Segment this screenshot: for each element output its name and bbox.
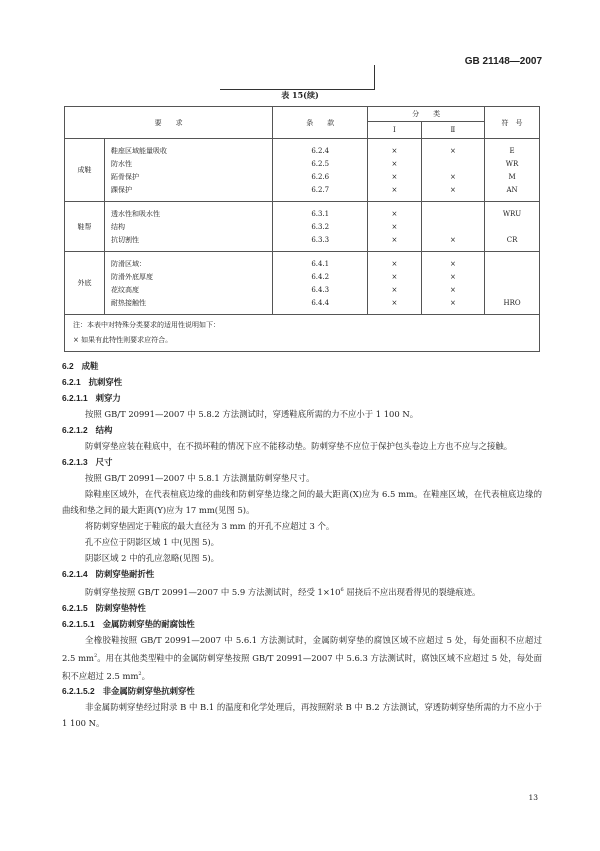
section-6-2-1-3-heading: 6.2.1.3 尺寸 (62, 457, 113, 467)
crop-mark-vertical (374, 65, 375, 89)
clause-cell: 6.3.3 (273, 233, 368, 246)
class-1-cell: × (368, 233, 422, 246)
class-1-cell: × (368, 207, 422, 220)
class-2-cell: × (421, 233, 484, 246)
table-row (65, 157, 540, 170)
table-row (65, 183, 540, 196)
clause-cell: 6.2.5 (273, 157, 368, 170)
clause-cell: 6.3.2 (273, 220, 368, 233)
requirements-table (64, 106, 540, 352)
class-1-cell: × (368, 257, 422, 270)
table-row (65, 220, 540, 233)
page-number: 13 (528, 793, 538, 802)
class-2-cell (421, 207, 484, 220)
class-2-cell (421, 157, 484, 170)
note-line-1: 注：本表中对特殊分类要求的适用性说明如下： (73, 321, 220, 329)
category-cell: 外底 (65, 252, 105, 315)
requirement-cell: 踝保护 (104, 183, 272, 196)
table-row (65, 233, 540, 246)
requirement-cell: 跖骨保护 (104, 170, 272, 183)
table-row (65, 283, 540, 296)
requirement-cell: 抗切割性 (104, 233, 272, 246)
section-6-2-1-5-1-heading: 6.2.1.5.1 金属防刺穿垫的耐腐蚀性 (62, 618, 195, 629)
symbol-cell: E (485, 144, 540, 157)
class-1-cell: × (368, 170, 422, 183)
header-requirement: 要 求 (65, 107, 273, 139)
class-2-cell: × (421, 283, 484, 296)
symbol-cell: WR (485, 157, 540, 170)
section-6-2-heading: 6.2 成鞋 (62, 361, 99, 371)
table-row (65, 296, 540, 309)
section-6-2-1-1-text: 按照 GB/T 20991—2007 中 5.8.2 方法测试时，穿透鞋底所需的力不应小于 1 100 N。 (85, 409, 419, 419)
class-1-cell: × (368, 270, 422, 283)
symbol-cell (485, 283, 540, 296)
requirement-cell: 防水性 (104, 157, 272, 170)
symbol-cell (485, 270, 540, 283)
section-6-2-1-5-2-text: 非金属防刺穿垫经过附录 B 中 B.1 的温度和化学处理后，再按照附录 B 中 B.2 方法测试，穿透防刺穿垫所需的力不应小于 1 100 N。 (62, 702, 542, 729)
table-row (65, 257, 540, 270)
class-2-cell: × (421, 296, 484, 309)
section-6-2-1-3-para-1: 按照 GB/T 20991—2007 中 5.8.1 方法测量防刺穿垫尺寸。 (85, 473, 315, 483)
symbol-cell: AN (485, 183, 540, 196)
class-2-cell: × (421, 170, 484, 183)
section-6-2-1-2-heading: 6.2.1.2 结构 (62, 425, 113, 435)
class-1-cell: × (368, 144, 422, 157)
class-2-cell: × (421, 257, 484, 270)
header-clause: 条 款 (273, 107, 368, 139)
clause-cell: 6.4.1 (273, 257, 368, 270)
class-2-cell: × (421, 183, 484, 196)
clause-cell: 6.2.6 (273, 170, 368, 183)
class-1-cell: × (368, 283, 422, 296)
section-6-2-1-3-para-3: 将防刺穿垫固定于鞋底的最大直径为 3 mm 的开孔不应超过 3 个。 (85, 521, 335, 531)
symbol-cell (485, 257, 540, 270)
table-header-row (65, 107, 540, 122)
requirement-cell: 鞋座区域能量吸收 (104, 144, 272, 157)
clause-cell: 6.3.1 (273, 207, 368, 220)
section-6-2-1-4-heading: 6.2.1.4 防刺穿垫耐折性 (62, 569, 155, 579)
table-row (65, 207, 540, 220)
requirement-cell: 防滑区域： (104, 257, 272, 270)
table-caption: 表 15(续) (281, 90, 319, 100)
requirement-cell: 结构 (104, 220, 272, 233)
class-2-cell (421, 220, 484, 233)
clause-cell: 6.2.4 (273, 144, 368, 157)
clause-cell: 6.4.4 (273, 296, 368, 309)
clause-cell: 6.2.7 (273, 183, 368, 196)
symbol-cell: WRU (485, 207, 540, 220)
section-6-2-1-4-text: 防刺穿垫按照 GB/T 20991—2007 中 5.9 方法测试时，经受 $1\times 10^6$ 屈挠后不应出现看得见的裂缝痕迹。 (85, 586, 481, 597)
class-1-cell: × (368, 157, 422, 170)
class-2-cell: × (421, 144, 484, 157)
category-cell: 鞋帮 (65, 202, 105, 252)
header-class-1: Ⅰ (368, 122, 422, 139)
section-6-2-1-3-para-4: 孔不应位于阴影区域 1 中(见图 5)。 (85, 537, 220, 547)
requirement-cell: 透水性和吸水性 (104, 207, 272, 220)
requirement-cell: 花纹高度 (104, 283, 272, 296)
symbol-cell: M (485, 170, 540, 183)
header-symbol: 符 号 (485, 107, 540, 139)
class-1-cell: × (368, 220, 422, 233)
body-content (62, 358, 542, 731)
symbol-cell (485, 220, 540, 233)
section-6-2-1-heading: 6.2.1 抗刺穿性 (62, 377, 123, 387)
table-note-row (65, 315, 540, 352)
header-class: 分 类 (368, 107, 485, 122)
section-6-2-1-3-para-2: 除鞋座区域外，在代表楦底边缘的曲线和防刺穿垫边缘之间的最大距离(X)应为 6.5 mm。在鞋座区域，在代表楦底边缘的曲线和垫之间的最大距离(Y)应为 17 mm(见图 5)。 (62, 489, 542, 515)
symbol-cell: HRO (485, 296, 540, 309)
section-6-2-1-5-heading: 6.2.1.5 防刺穿垫特性 (62, 602, 146, 613)
clause-cell: 6.4.2 (273, 270, 368, 283)
section-6-2-1-5-2-heading: 6.2.1.5.2 非金属防刺穿垫抗刺穿性 (62, 686, 195, 697)
section-6-2-1-3-para-5: 阴影区域 2 中的孔应忽略(见图 5)。 (85, 553, 220, 563)
requirement-cell: 耐热接触性 (104, 296, 272, 309)
class-2-cell: × (421, 270, 484, 283)
table-row (65, 144, 540, 157)
section-6-2-1-1-heading: 6.2.1.1 刺穿力 (62, 393, 121, 403)
table-row (65, 170, 540, 183)
note-line-2: × 如果有此特性则要求应符合。 (73, 336, 173, 344)
header-class-2: Ⅱ (421, 122, 484, 139)
symbol-cell: CR (485, 233, 540, 246)
section-6-2-1-2-text: 防刺穿垫应装在鞋底中，在不损坏鞋的情况下应不能移动垫。防刺穿垫不应位于保护包头卷边上方也不应与之接触。 (85, 441, 513, 451)
class-1-cell: × (368, 296, 422, 309)
table-row (65, 270, 540, 283)
section-6-2-1-5-1-text: 全橡胶鞋按照 GB/T 20991—2007 中 5.6.1 方法测试时，金属防刺穿垫的腐蚀区域不应超过 5 处，每处面积不应超过 2.5 $mm^2$。用在其他类型鞋中的金属防刺穿垫按照 GB/T 20991—2007 中 5.6.3 方法测试时，腐蚀区域不应超过 5 处，每处面积不应超过 2.5 $mm^2$。 (62, 634, 542, 681)
class-1-cell: × (368, 183, 422, 196)
category-cell: 成鞋 (65, 139, 105, 202)
requirement-cell: 防滑外底厚度 (104, 270, 272, 283)
clause-cell: 6.4.3 (273, 283, 368, 296)
standard-number: GB 21148—2007 (464, 56, 542, 67)
